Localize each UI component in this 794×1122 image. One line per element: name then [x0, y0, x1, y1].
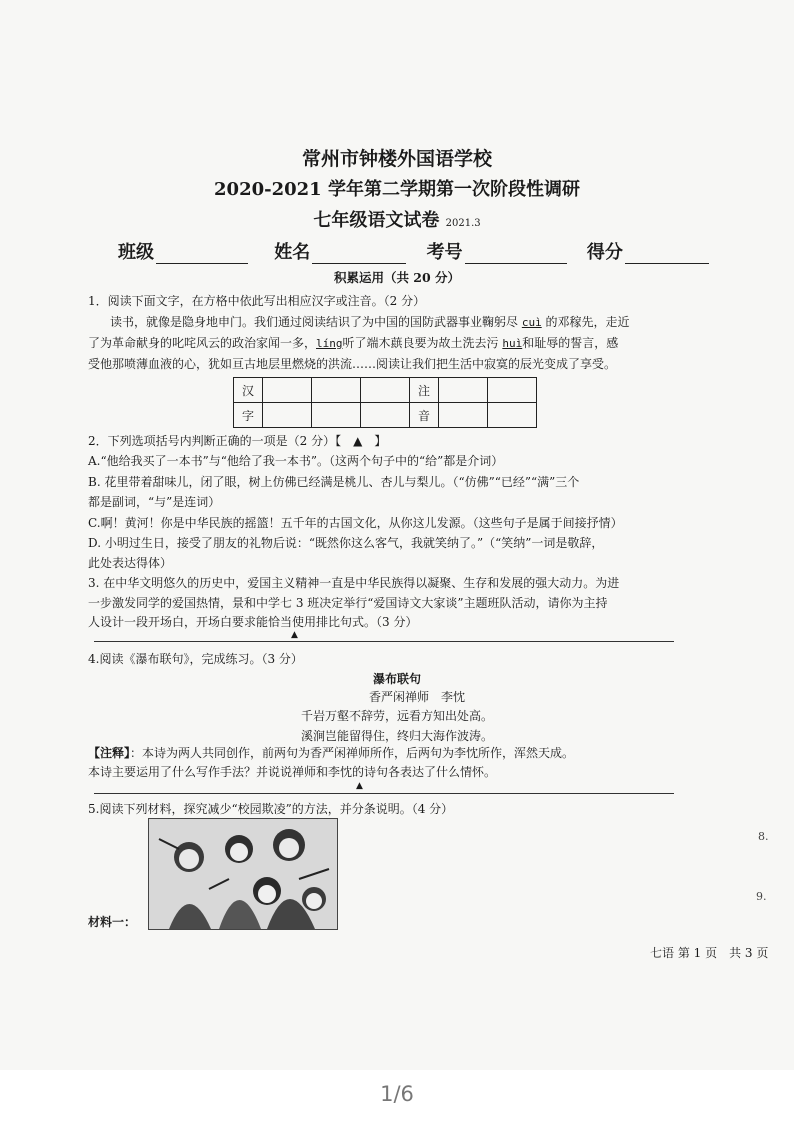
exam-name: 七年级语文试卷	[313, 210, 440, 231]
q1-text-2b: 听了端木蕻良要为故土洗去污	[342, 336, 503, 350]
term-title: 2020-2021 学年第二学期第一次阶段性调研	[214, 179, 580, 200]
score-label: 得分	[586, 242, 623, 263]
id-blank[interactable]	[465, 245, 567, 264]
q3-line-3: 人设计一段开场白，开场白要求能恰当使用排比句式。（3 分）	[88, 615, 418, 629]
q2-stem: 2．下列选项括号内判断正确的一项是（2 分）【 ▲ 】	[88, 434, 387, 448]
grid-cell[interactable]	[263, 378, 312, 403]
q1-text-1a: 读书，就像是隐身地申门。我们通过阅读结识了为中国的国防武器事业鞠躬尽	[110, 315, 522, 329]
grid-cell[interactable]	[488, 378, 537, 403]
q1-text-2c: 和耻辱的誓言，感	[522, 336, 619, 350]
poem-verse-1: 千岩万壑不辞劳，远看方知出处高。	[300, 709, 493, 723]
q3-line-1: 3. 在中华文明悠久的历史中，爱国主义精神一直是中华民族得以凝聚、生存和发展的强大动力。为进	[88, 576, 620, 590]
q3-answer-line[interactable]	[94, 641, 674, 642]
q3-answer-marker: ▲	[291, 630, 298, 640]
cartoon-sketch	[149, 819, 337, 929]
page-indicator: 1/6	[380, 1082, 414, 1106]
id-label: 考号	[426, 242, 463, 263]
score-blank[interactable]	[625, 245, 709, 264]
material-1-label-text: 材料一：	[88, 915, 137, 929]
q1-passage-line-1	[110, 314, 686, 331]
q1-text-2a: 了为革命献身的叱咤风云的政治家闻一多，	[88, 336, 317, 350]
q1-stem: 1．阅读下面文字，在方格中依此写出相应汉字或注音。（2 分）	[88, 294, 426, 308]
poem-note	[88, 745, 686, 761]
grid-cell[interactable]	[439, 378, 488, 403]
poem-authors: 香严闲禅师 李忱	[368, 690, 465, 704]
exam-title	[0, 206, 794, 232]
q2-option-d-line-1: D. 小明过生日，接受了朋友的礼物后说：“既然你这么客气，我就笑纳了。”（“笑纳”一词是敬辞，	[88, 536, 604, 550]
name-label: 姓名	[274, 242, 311, 263]
q2-option-d-line-2: 此处表达得体）	[88, 556, 173, 570]
q1-passage-line-3: 受他那喷薄血液的心，犹如亘古地层里燃烧的洪流……阅读让我们把生活中寂寞的辰光变成了享受。	[88, 357, 617, 371]
grid-cell[interactable]	[361, 403, 410, 428]
q5-stem: 5.阅读下列材料，探究减少“校园欺凌”的方法，并分条说明。（4 分）	[88, 802, 454, 816]
class-blank[interactable]	[156, 245, 248, 264]
grid-cell[interactable]	[312, 378, 361, 403]
q2-option-a: A.“他给我买了一本书”与“他给了我一本书”。（这两个句子中的“给”都是介词）	[88, 454, 504, 468]
student-info-row	[118, 238, 709, 264]
q4-answer-marker: ▲	[356, 781, 363, 791]
exam-date: 2021.3	[445, 218, 481, 229]
poem-note-label: 【注释】	[88, 746, 131, 760]
poem-title: 瀑布联句	[372, 672, 421, 686]
q4-answer-line[interactable]	[94, 793, 674, 794]
q2-option-b-line-1: B. 花里带着甜味儿，闭了眼，树上仿佛已经满是桃儿、杏儿与梨儿。（“仿佛”“已经”“满”三个	[88, 475, 580, 489]
edge-mark-9: 9.	[756, 890, 767, 903]
poem-verse-2: 溪涧岂能留得住，终归大海作波涛。	[300, 729, 493, 743]
grid-label-zhuyin-2: 音	[410, 403, 439, 428]
q1-pinyin-hui: huì	[502, 337, 523, 350]
poem-note-text: ：本诗为两人共同创作，前两句为香严闲禅师所作，后两句为李忱所作，浑然天成。	[130, 746, 575, 760]
grid-cell[interactable]	[361, 378, 410, 403]
q1-pinyin-ling: líng	[316, 337, 343, 350]
grid-label-hanzi-2: 字	[234, 403, 263, 428]
q2-option-c: C.啊！黄河！你是中华民族的摇篮！五千年的古国文化，从你这儿发源。（这些句子是属于间接抒情）	[88, 516, 623, 530]
q4-question: 本诗主要运用了什么写作手法？并说说禅师和李忱的诗句各表达了什么情怀。	[88, 765, 497, 779]
q3-line-2: 一步激发同学的爱国热情，景和中学七 3 班决定举行“爱国诗文大家谈”主题班队活动，请你为主持	[88, 596, 608, 610]
section-title: 积累运用（共 20 分）	[333, 270, 461, 285]
material-1-label	[88, 914, 686, 930]
q2-option-b-line-2: 都是副词，“与”是连词）	[88, 495, 221, 509]
grid-label-zhuyin-1: 注	[410, 378, 439, 403]
name-blank[interactable]	[312, 245, 406, 264]
class-label: 班级	[118, 242, 154, 263]
grid-cell[interactable]	[263, 403, 312, 428]
q1-text-1b: 的邓稼先，走近	[541, 315, 630, 329]
grid-cell[interactable]	[439, 403, 488, 428]
page-footer: 七语 第 1 页 共 3 页	[650, 946, 769, 960]
edge-mark-8: 8.	[758, 830, 769, 843]
q4-stem: 4.阅读《瀑布联句》，完成练习。（3 分）	[88, 652, 303, 666]
q1-pinyin-cui: cuì	[521, 316, 542, 329]
grid-cell[interactable]	[488, 403, 537, 428]
school-name: 常州市钟楼外国语学校	[301, 148, 492, 170]
grid-label-hanzi-1: 汉	[234, 378, 263, 403]
grid-cell[interactable]	[312, 403, 361, 428]
q1-passage-line-2	[88, 335, 686, 352]
q1-answer-grid	[233, 377, 537, 428]
